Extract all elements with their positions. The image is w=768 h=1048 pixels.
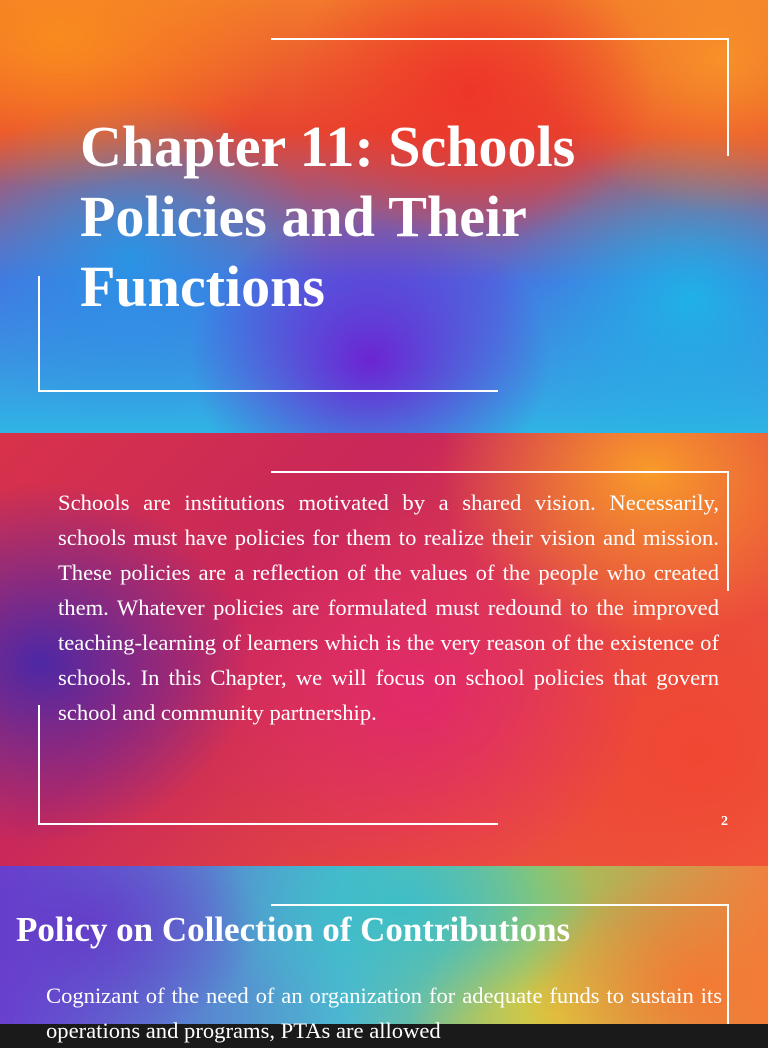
frame-right-line bbox=[727, 38, 729, 156]
slide-1 bbox=[0, 0, 768, 433]
frame-left-line bbox=[38, 705, 40, 825]
slide-3 bbox=[0, 866, 768, 1043]
frame-bottom-line bbox=[38, 390, 498, 392]
page-number: 2 bbox=[721, 814, 728, 829]
policy-heading: Policy on Collection of Contributions bbox=[16, 910, 571, 949]
frame-top-line bbox=[271, 38, 729, 40]
policy-paragraph: Cognizant of the need of an organization for adequate funds to sustain its operations and programs, PTAs are allowed bbox=[46, 983, 722, 1043]
frame-left-line bbox=[38, 276, 40, 392]
frame-right-line bbox=[727, 904, 729, 1024]
intro-paragraph: Schools are institutions motivated by a shared vision. Necessarily, schools must have policies for them to realize their vision and mission. These policies are a reflection of the values of the people who created them. Whatever policies are formulated must redound to the improved teaching-learning of learners which is the very reason of the existence of schools. In this Chapter, we will focus on school policies that govern school and community partnership. bbox=[58, 490, 719, 725]
frame-top-line bbox=[271, 904, 729, 906]
frame-top-line bbox=[271, 471, 729, 473]
frame-right-line bbox=[727, 471, 729, 591]
slide-2 bbox=[0, 433, 768, 866]
chapter-title: Chapter 11: Schools Policies and Their Functions bbox=[80, 114, 576, 319]
frame-bottom-line bbox=[38, 823, 498, 825]
